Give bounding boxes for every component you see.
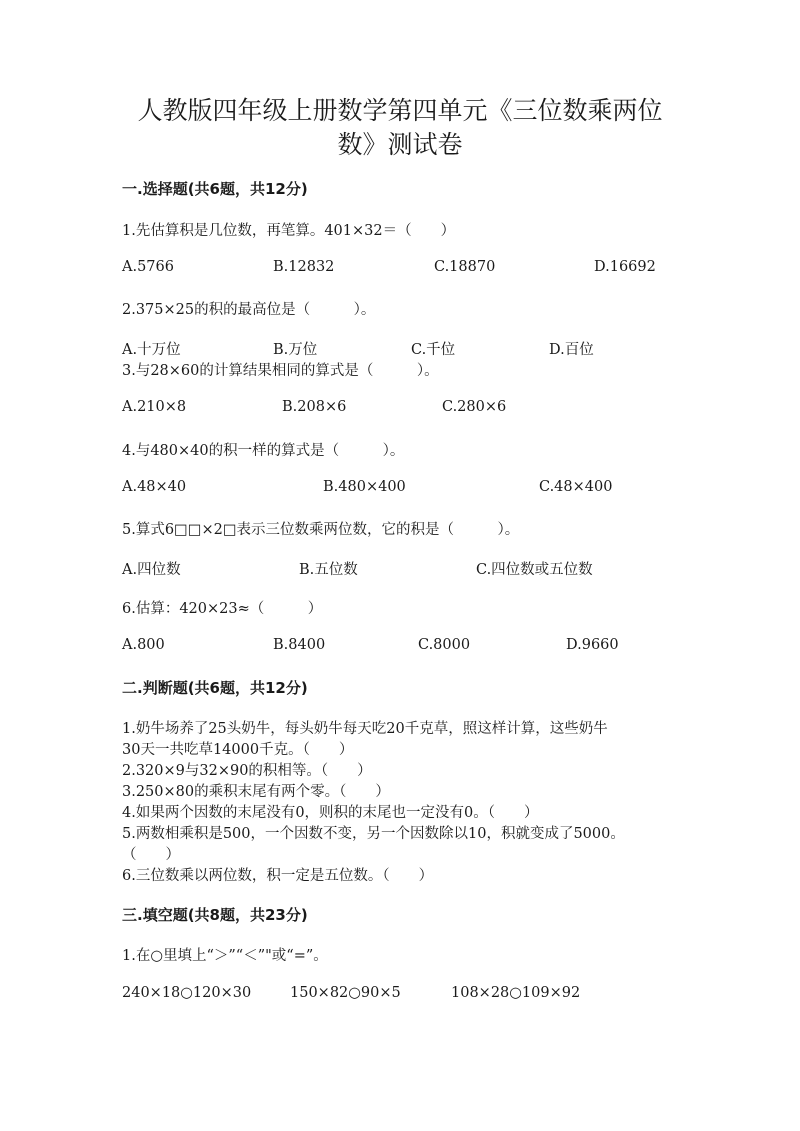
q2-option-b: B.万位	[273, 342, 318, 358]
question-2: 2.375×25的积的最高位是（ ）。	[122, 302, 376, 318]
q6-option-a: A.800	[122, 637, 165, 653]
judge-line-3: 2.320×9与32×90的积相等。（ ）	[122, 763, 372, 779]
question-6: 6.估算：420×23≈（ ）	[122, 601, 323, 617]
page-title-line-1: 人教版四年级上册数学第四单元《三位数乘两位	[137, 96, 663, 125]
judge-line-4: 3.250×80的乘积末尾有两个零。（ ）	[122, 784, 390, 800]
q2-option-a: A.十万位	[122, 342, 181, 358]
q1-option-d: D.16692	[594, 259, 656, 275]
q1-option-c: C.18870	[434, 259, 496, 275]
q6-option-c: C.8000	[418, 637, 471, 653]
question-3: 3.与28×60的计算结果相同的算式是（ ）。	[122, 363, 439, 379]
q4-option-c: C.48×400	[539, 479, 613, 495]
section-heading-choice: 一.选择题(共6题，共12分)	[122, 180, 308, 198]
q1-option-a: A.5766	[122, 259, 174, 275]
section-heading-judge: 二.判断题(共6题，共12分)	[122, 679, 308, 697]
judge-line-6: 5.两数相乘积是500，一个因数不变，另一个因数除以10，积就变成了5000。	[122, 826, 625, 842]
judge-line-1: 1.奶牛场养了25头奶牛，每头奶牛每天吃20千克草，照这样计算，这些奶牛	[122, 721, 608, 737]
fill-question-1: 1.在○里填上“＞”“＜”"或“=”。	[122, 948, 328, 964]
q6-option-d: D.9660	[566, 637, 619, 653]
q4-option-a: A.48×40	[122, 479, 187, 495]
question-5: 5.算式6□□×2□表示三位数乘两位数，它的积是（ ）。	[122, 522, 520, 538]
judge-line-2: 30天一共吃草14000千克。（ ）	[122, 742, 354, 758]
q5-option-b: B.五位数	[299, 562, 358, 578]
judge-line-5: 4.如果两个因数的末尾没有0，则积的末尾也一定没有0。（ ）	[122, 805, 539, 821]
q5-option-a: A.四位数	[122, 562, 181, 578]
q1-option-b: B.12832	[273, 259, 335, 275]
question-4: 4.与480×40的积一样的算式是（ ）。	[122, 443, 405, 459]
question-1: 1.先估算积是几位数，再笔算。401×32＝（ ）	[122, 223, 456, 239]
fill-expression-3: 108×28○109×92	[451, 985, 581, 1001]
judge-line-7: （ ）	[122, 847, 180, 863]
q3-option-c: C.280×6	[442, 399, 507, 415]
fill-expression-1: 240×18○120×30	[122, 985, 252, 1001]
q5-option-c: C.四位数或五位数	[476, 562, 593, 578]
page-title-line-2: 数》测试卷	[337, 130, 463, 159]
q4-option-b: B.480×400	[323, 479, 406, 495]
fill-expression-2: 150×82○90×5	[290, 985, 401, 1001]
q6-option-b: B.8400	[273, 637, 326, 653]
judge-line-8: 6.三位数乘以两位数，积一定是五位数。（ ）	[122, 868, 434, 884]
q2-option-c: C.千位	[411, 342, 456, 358]
q2-option-d: D.百位	[549, 342, 594, 358]
section-heading-fill: 三.填空题(共8题，共23分)	[122, 906, 308, 924]
q3-option-b: B.208×6	[282, 399, 347, 415]
q3-option-a: A.210×8	[122, 399, 187, 415]
